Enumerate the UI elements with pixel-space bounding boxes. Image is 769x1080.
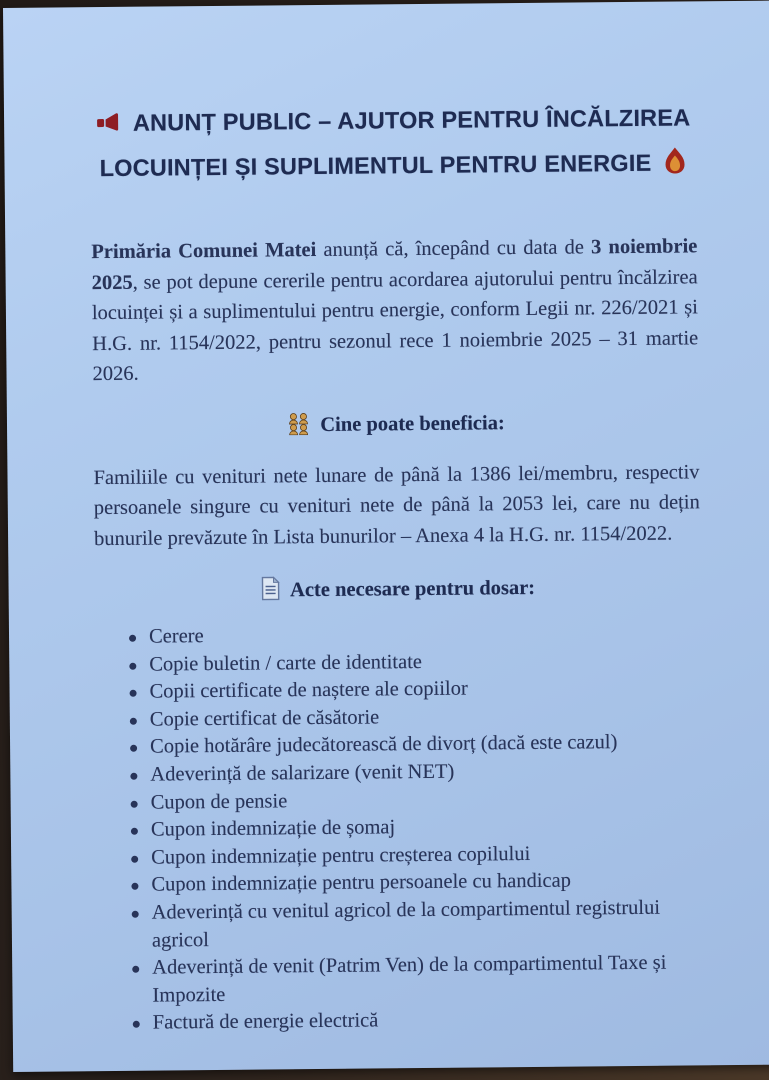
document-content <box>3 1 769 1039</box>
intro-segment-bold: Primăria Comunei Matei <box>91 239 317 264</box>
document-list-item: Copii certificate de naștere ale copiilor <box>129 674 701 707</box>
document-list-item: Copie hotărâre judecătorească de divorț (dacă este cazul) <box>130 729 702 762</box>
required-documents-list <box>95 618 705 1038</box>
title-line-2: LOCUINȚEI ȘI SUPLIMENTUL PENTRU ENERGIE <box>99 149 652 182</box>
document-list-item: Cupon indemnizație pentru persoanele cu handicap <box>131 867 703 900</box>
intro-segment-bold: 3 noiembrie 2025 <box>91 235 698 294</box>
beneficiaries-heading-text: Cine poate beneficia: <box>320 411 505 436</box>
document-paper <box>3 1 769 1072</box>
section-heading-documents <box>94 572 700 608</box>
document-list-item: Copie certificat de căsătorie <box>130 701 702 734</box>
family-icon <box>287 418 310 440</box>
intro-segment: anunță că, începând cu data de <box>316 236 592 262</box>
document-list-item: Copie buletin / carte de identitate <box>129 646 701 679</box>
document-list-item: Factură de energie electrică <box>133 1005 705 1038</box>
document-list-item: Cerere <box>129 618 701 651</box>
document-list-item: Cupon indemnizație pentru creșterea copilului <box>131 839 703 872</box>
flame-icon <box>662 153 687 179</box>
page-title <box>90 97 697 193</box>
document-list-item: Cupon indemnizație de șomaj <box>131 811 703 844</box>
documents-heading-text: Acte necesare pentru dosar: <box>289 576 536 602</box>
document-list-item: Adeverință de venit (Patrim Ven) de la compartimentul Taxe și Impozite <box>132 949 705 1010</box>
document-list-item: Cupon de pensie <box>131 784 703 817</box>
document-list-item: Adeverință cu venitul agricol de la compartimentul registrului agricol <box>132 894 705 955</box>
megaphone-icon <box>96 114 122 140</box>
eligibility-paragraph: Familiile cu venituri nete lunare de până la 1386 lei/membru, respectiv persoanele singure cu venituri nete de până la 2053 lei, care nu dețin bunurile prevăzute în Lista bunurilor – Anexa 4 la H.G. nr. 1154/2022. <box>93 460 700 550</box>
page-icon <box>260 583 280 605</box>
intro-segment: , se pot depune cererile pentru acordarea ajutorului pentru încălzirea locuinței și a suplimentului pentru energie, conform Legii nr. 226/2021 și H.G. nr. 1154/2022, pentru sezonul rece 1 noiembrie 2025 – 31 martie 2026. <box>91 265 699 386</box>
title-line-1: ANUNȚ PUBLIC – AJUTOR PENTRU ÎNCĂLZIREA <box>132 104 691 136</box>
document-list-item: Adeverință de salarizare (venit NET) <box>130 756 702 789</box>
intro-paragraph <box>91 231 698 389</box>
section-heading-beneficiaries <box>93 408 699 443</box>
